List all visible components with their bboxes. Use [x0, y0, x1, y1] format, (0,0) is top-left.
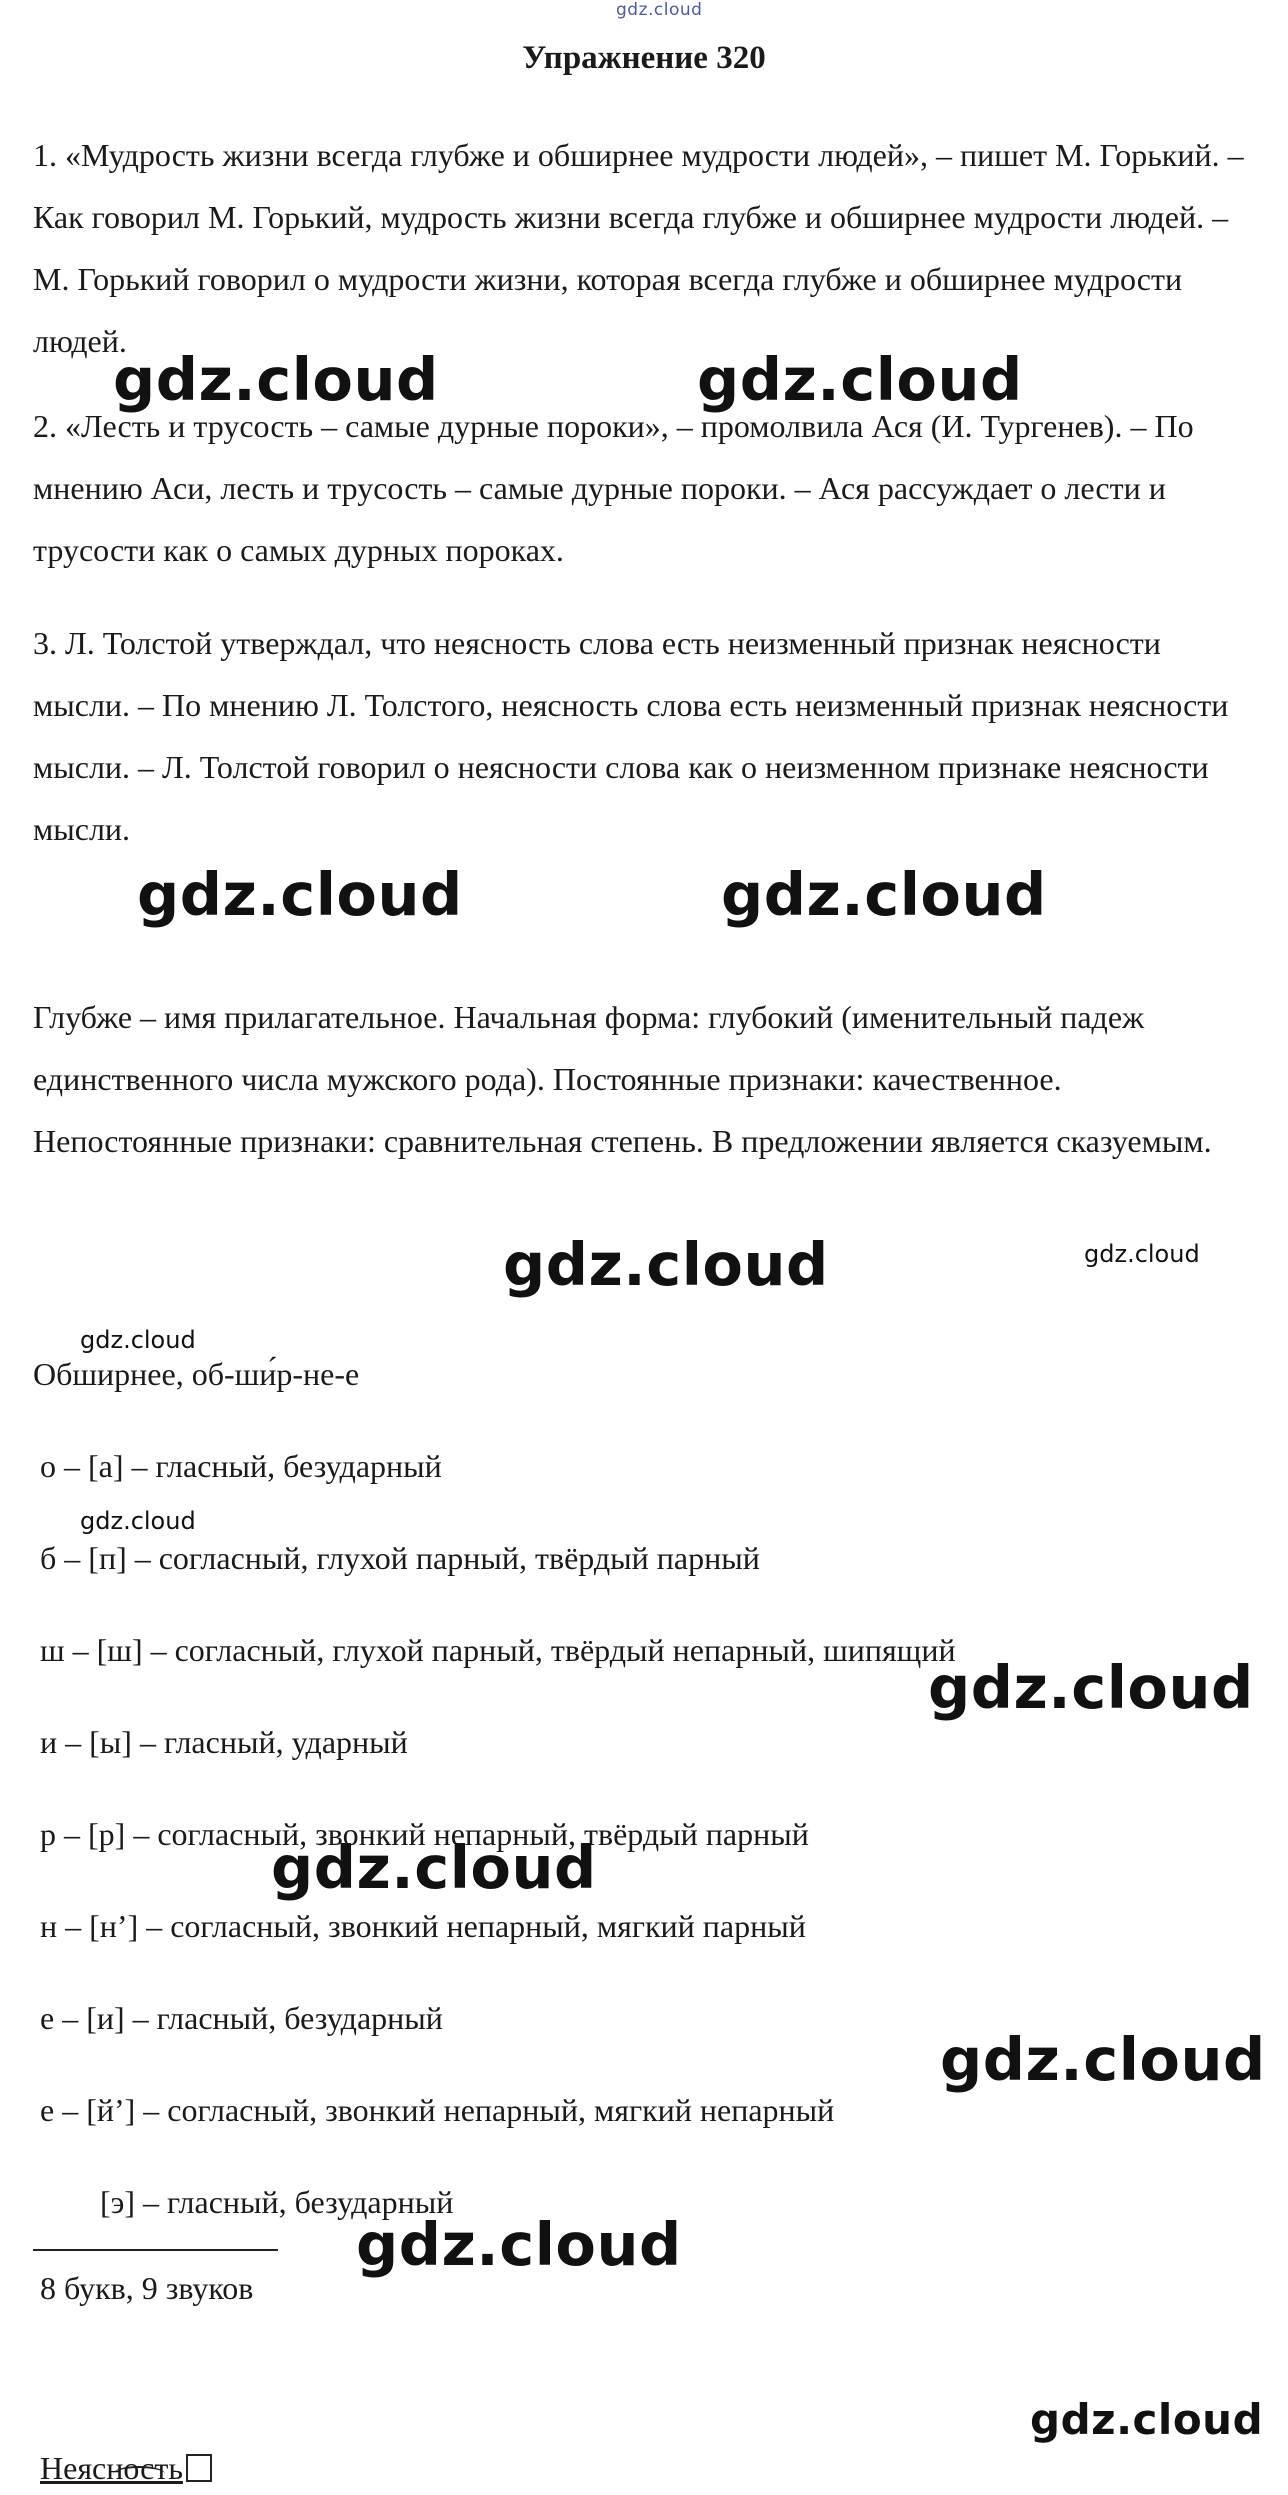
- morpheme-analysis-word: [40, 2450, 212, 2487]
- divider-line: [33, 2249, 278, 2251]
- phonetic-row: [э] – гласный, безударный: [100, 2184, 454, 2220]
- watermark: gdz.cloud: [113, 345, 439, 414]
- paragraph-1: 1. «Мудрость жизни всегда глубже и обширнее мудрости людей», – пишет М. Горький. – Как говорил М. Горький, мудрость жизни всегда глубже и обширнее мудрости людей. – М. Горький говорил о мудрости жизни, которая всегда глубже и обширнее мудрости людей.: [33, 137, 1244, 359]
- watermark: gdz.cloud: [928, 1653, 1254, 1722]
- phonetic-row: и – [ы] – гласный, ударный: [40, 1724, 408, 1760]
- watermark: gdz.cloud: [1030, 2395, 1264, 2444]
- watermark: gdz.cloud: [940, 2025, 1266, 2094]
- watermark: gdz.cloud: [271, 1833, 597, 1902]
- paragraph-3: 3. Л. Толстой утверждал, что неясность слова есть неизменный признак неясности мысли. – По мнению Л. Толстого, неясность слова есть неизменный признак неясности мысли. – Л. Толстой говорил о неясности слова как о неизменном признаке неясности мысли.: [33, 625, 1229, 847]
- phonetic-row: о – [а] – гласный, безударный: [40, 1448, 442, 1484]
- letters-sounds-summary: 8 букв, 9 звуков: [40, 2270, 254, 2306]
- paragraph-2: 2. «Лесть и трусость – самые дурные пороки», – промолвила Ася (И. Тургенев). – По мнению Аси, лесть и трусость – самые дурные пороки. – Ася рассуждает о лести и трусости как о самых дурных пороках.: [33, 408, 1194, 568]
- watermark-small: gdz.cloud: [1084, 1240, 1200, 1268]
- morpheme-word: Неясность: [40, 2450, 183, 2486]
- watermark-small: gdz.cloud: [80, 1326, 196, 1354]
- phonetic-row: б – [п] – согласный, глухой парный, твёрдый парный: [40, 1540, 760, 1576]
- phonetic-row: е – [и] – гласный, безударный: [40, 2000, 443, 2036]
- watermark-small: gdz.cloud: [80, 1507, 196, 1535]
- source-mark: gdz.cloud: [616, 0, 703, 20]
- phonetic-word-line: Обширнее, об-ши́р-не-е: [33, 1356, 360, 1392]
- paragraph-4: Глубже – имя прилагательное. Начальная форма: глубокий (именительный падеж единственного числа мужского рода). Постоянные признаки: качественное. Непостоянные признаки: сравнительная степень. В предложении является сказуемым.: [33, 999, 1212, 1159]
- phonetic-row: р – [р] – согласный, звонкий непарный, твёрдый парный: [40, 1816, 809, 1852]
- watermark: gdz.cloud: [721, 860, 1047, 929]
- phonetic-row: е – [й’] – согласный, звонкий непарный, мягкий непарный: [40, 2092, 835, 2128]
- page-title: Упражнение 320: [522, 40, 766, 76]
- phonetic-row: н – [н’] – согласный, звонкий непарный, мягкий парный: [40, 1908, 806, 1944]
- watermark: gdz.cloud: [356, 2210, 682, 2279]
- ending-box-icon: [186, 2454, 212, 2482]
- phonetic-row: ш – [ш] – согласный, глухой парный, твёрдый непарный, шипящий: [40, 1632, 956, 1668]
- watermark: gdz.cloud: [503, 1230, 829, 1299]
- watermark: gdz.cloud: [697, 345, 1023, 414]
- watermark: gdz.cloud: [137, 860, 463, 929]
